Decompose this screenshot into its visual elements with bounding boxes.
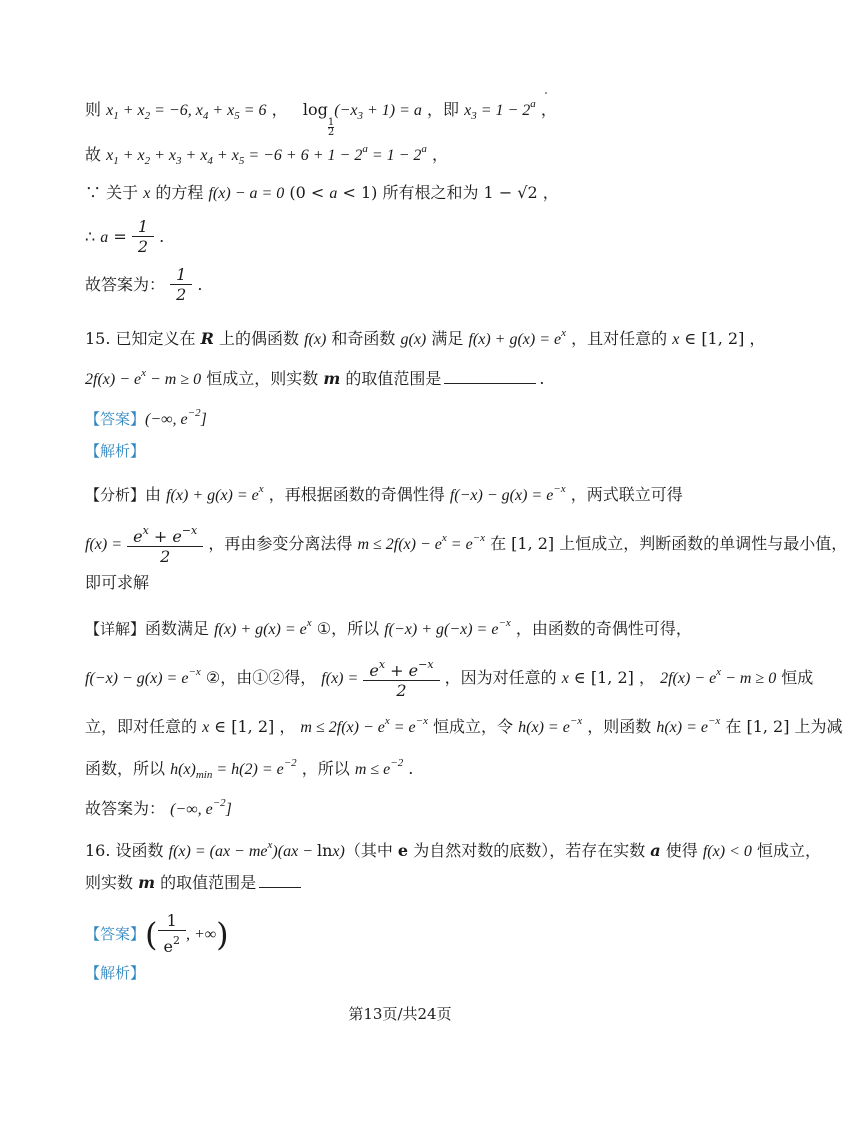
answer-line-14: 故答案为： $\frac{1}{2}$ . <box>85 265 203 304</box>
detail-15-line-1: 【详解】函数满足 $f(x) + g(x) = e^x$ ①，所以 $f(-x) + g(-x) = e^{-x}$ ，由函数的奇偶性可得， <box>85 617 692 638</box>
solution-line-therefore: ∴ a = $\frac{1}{2}$ . <box>85 217 165 256</box>
analysis-15-line-1: 【分析】由 $f(x) + g(x) = e^x$ ，再根据函数的奇偶性得 $f(-x) - g(x) = e^{-x}$ ，两式联立可得 <box>85 483 683 504</box>
solution-line-because: ∵ 关于 x 的方程 f(x) − a = 0 (0 < a < 1) 所有根之和为 1 − √2 ， <box>85 183 559 202</box>
page-footer: 第13页/共24页 <box>348 1005 452 1023</box>
question-16-line-1: 16. 设函数 $f(x) = (ax - me^x)(ax - \ln x)$（其中 e 为自然对数的底数），若存在实数 a 使得 f(x) < 0 恒成立， <box>85 839 821 860</box>
solution-line-roots-pairs: 则 $x_1 + x_2 = -6$, $x_4 + x_5 = 6$ ， log $\frac{1}{2}$ $(-x_3 + 1) = a$ ，即 $x_3 = 1 - 2^a$ ， <box>85 98 557 138</box>
question-15-line-2: $2f(x) - e^x - m \ge 0$ 恒成立，则实数 m 的取值范围是 . <box>85 367 545 388</box>
detail-15-line-4: 函数，所以 $h(x)_{min} = h(2) = e^{-2}$ ，所以 $m \le e^{-2}$ . <box>85 757 414 781</box>
detail-15-line-2: $f(-x) - g(x) = e^{-x}$ ②，由①②得， f(x) = $\frac{e^x + e^{-x}}{2}$ ，因为对任意的 x ∈ [1, 2] ， $2f(x) - e^x - m \ge 0$ 恒成 <box>85 658 814 700</box>
detail-15-line-3: 立，即对任意的 x ∈ [1, 2] ， $m \le 2f(x) - e^x = e^{-x}$ 恒成立，令 $h(x) = e^{-x}$ ，则函数 $h(x) = e^{-x}$ 在 [1, 2] 上为减 <box>85 715 843 736</box>
answer-16: 【答案】( $\frac{1}{e^2}$ , +∞) <box>85 911 229 956</box>
question-15-line-1: 15. 已知定义在 R 上的偶函数 f(x) 和奇函数 g(x) 满足 $f(x) + g(x) = e^x$ ，且对任意的 x ∈ [1, 2] ， <box>85 327 766 348</box>
analysis-header-16: 【解析】 <box>85 964 146 982</box>
analysis-header-15: 【解析】 <box>85 442 146 460</box>
solution-line-sum: 故 $x_1 + x_2 + x_3 + x_4 + x_5 = -6 + 6 + 1 - 2^a = 1 - 2^a$ ， <box>85 143 448 167</box>
question-16-line-2: 则实数 m 的取值范围是 <box>85 872 304 894</box>
analysis-15-line-2: f(x) = $\frac{e^x + e^{-x}}{2}$ ，再由参变分离法得 $m \le 2f(x) - e^x = e^{-x}$ 在 [1, 2] 上恒成立，判断函数的单调性与最小值， <box>85 524 847 566</box>
answer-15: 【答案】(−∞, $e^{-2}$] <box>85 407 207 428</box>
analysis-15-line-3: 即可求解 <box>85 573 150 592</box>
answer-line-15: 故答案为： (−∞, $e^{-2}$] <box>85 797 232 818</box>
